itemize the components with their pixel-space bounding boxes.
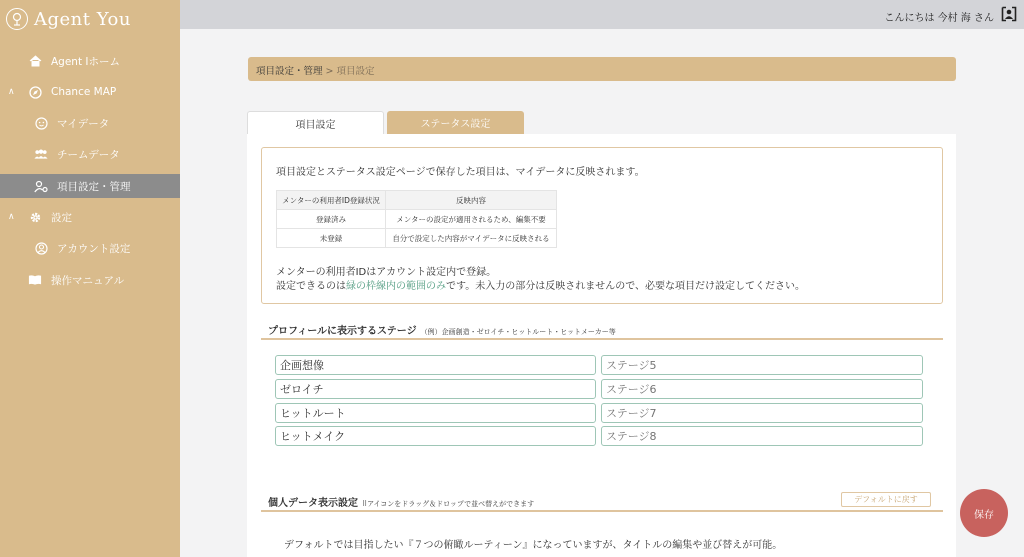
notice-title: 項目設定とステータス設定ページで保存した項目は、マイデータに反映されます。 [276, 167, 645, 178]
compass-icon [28, 85, 42, 99]
stage-input-2[interactable] [275, 379, 596, 399]
notice-line: メンターの利用者IDはアカウント設定内で登録。 [276, 267, 497, 278]
reset-default-button[interactable]: デフォルトに戻す [841, 492, 931, 507]
table-header: 反映内容 [386, 191, 557, 210]
face-icon [34, 116, 48, 130]
sidebar-item-home[interactable] [0, 49, 180, 73]
notice-line [276, 277, 805, 292]
top-bar [180, 0, 1024, 29]
home-icon [28, 54, 42, 68]
personal-description: デフォルトでは目指したい『７つの俯瞰ルーティーン』になっていますが、タイトルの編集や並び替えが可能。 [284, 540, 783, 551]
user-greeting: こんにちは 今村 海 さん [884, 13, 994, 24]
save-button[interactable]: 保存 [960, 489, 1008, 537]
stage-input-7[interactable] [601, 403, 923, 423]
sidebar-item-chance-map[interactable] [0, 80, 180, 104]
sidebar-item-label: アカウント設定 [57, 242, 131, 255]
settings-panel [247, 134, 956, 557]
sidebar-item-settings[interactable] [0, 205, 180, 229]
sidebar [0, 0, 180, 557]
stage-input-8[interactable] [601, 426, 923, 446]
stage-input-1[interactable] [275, 355, 596, 375]
breadcrumb-current: 項目設定 [336, 66, 375, 77]
notice-text: 設定できるのは [276, 281, 346, 292]
table-cell: 登録済み [277, 210, 386, 229]
logo[interactable] [6, 6, 131, 32]
breadcrumb [248, 57, 956, 81]
team-icon [34, 147, 48, 161]
chevron-up-icon[interactable]: ∧ [8, 87, 15, 97]
table-header-row [277, 191, 557, 210]
book-icon [28, 273, 42, 287]
sidebar-item-label: チームデータ [57, 148, 120, 161]
user-settings-icon [34, 179, 48, 193]
sidebar-item-label: Chance MAP [51, 86, 117, 98]
table-header: メンターの利用者ID登録状況 [277, 191, 386, 210]
section-title [268, 494, 534, 509]
section-title-text: 個人データ表示設定 [268, 498, 358, 509]
sidebar-item-account-settings[interactable] [0, 236, 180, 260]
notice-highlight: 緑の枠線内の範囲のみ [346, 281, 446, 292]
logo-text: Agent You [34, 8, 131, 30]
breadcrumb-parent[interactable]: 項目設定・管理 [256, 66, 323, 77]
sidebar-item-item-settings[interactable] [0, 174, 180, 198]
notice-box [261, 147, 943, 304]
table-cell: 自分で設定した内容がマイデータに反映される [386, 229, 557, 248]
sidebar-item-manual[interactable] [0, 268, 180, 292]
section-subtitle: ⠿アイコンをドラッグ＆ドロップで並べ替えができます [362, 500, 535, 508]
stage-input-5[interactable] [601, 355, 923, 375]
sidebar-item-label: 項目設定・管理 [57, 180, 131, 193]
tab-status-settings[interactable]: ステータス設定 [387, 111, 524, 134]
section-title-text: プロフィールに表示するステージ [268, 326, 417, 337]
sidebar-item-label: マイデータ [57, 117, 110, 130]
section-subtitle: （例）企画創造・ゼロイチ・ヒットルート・ヒットメーカー等 [420, 328, 616, 336]
breadcrumb-separator: > [322, 66, 337, 77]
stage-input-6[interactable] [601, 379, 923, 399]
sidebar-item-label: 操作マニュアル [51, 274, 125, 287]
stages-section-header [261, 318, 943, 340]
sidebar-item-team-data[interactable] [0, 142, 180, 166]
sidebar-item-my-data[interactable] [0, 111, 180, 135]
table-cell: 未登録 [277, 229, 386, 248]
tab-item-settings[interactable]: 項目設定 [247, 111, 384, 134]
stage-input-4[interactable] [275, 426, 596, 446]
gear-icon [28, 210, 42, 224]
section-title [268, 322, 616, 337]
chevron-up-icon[interactable]: ∧ [8, 212, 15, 222]
stage-input-3[interactable] [275, 403, 596, 423]
registration-table [276, 190, 557, 248]
table-row [277, 229, 557, 248]
tree-logo-icon [6, 8, 28, 30]
sidebar-item-label: Agent Iホーム [51, 55, 121, 68]
table-row [277, 210, 557, 229]
sidebar-item-label: 設定 [51, 211, 72, 224]
table-cell: メンターの設定が適用されるため、編集不要 [386, 210, 557, 229]
user-avatar-icon[interactable] [1001, 6, 1017, 22]
account-icon [34, 241, 48, 255]
notice-text: です。未入力の部分は反映されませんので、必要な項目だけ設定してください。 [446, 281, 805, 292]
